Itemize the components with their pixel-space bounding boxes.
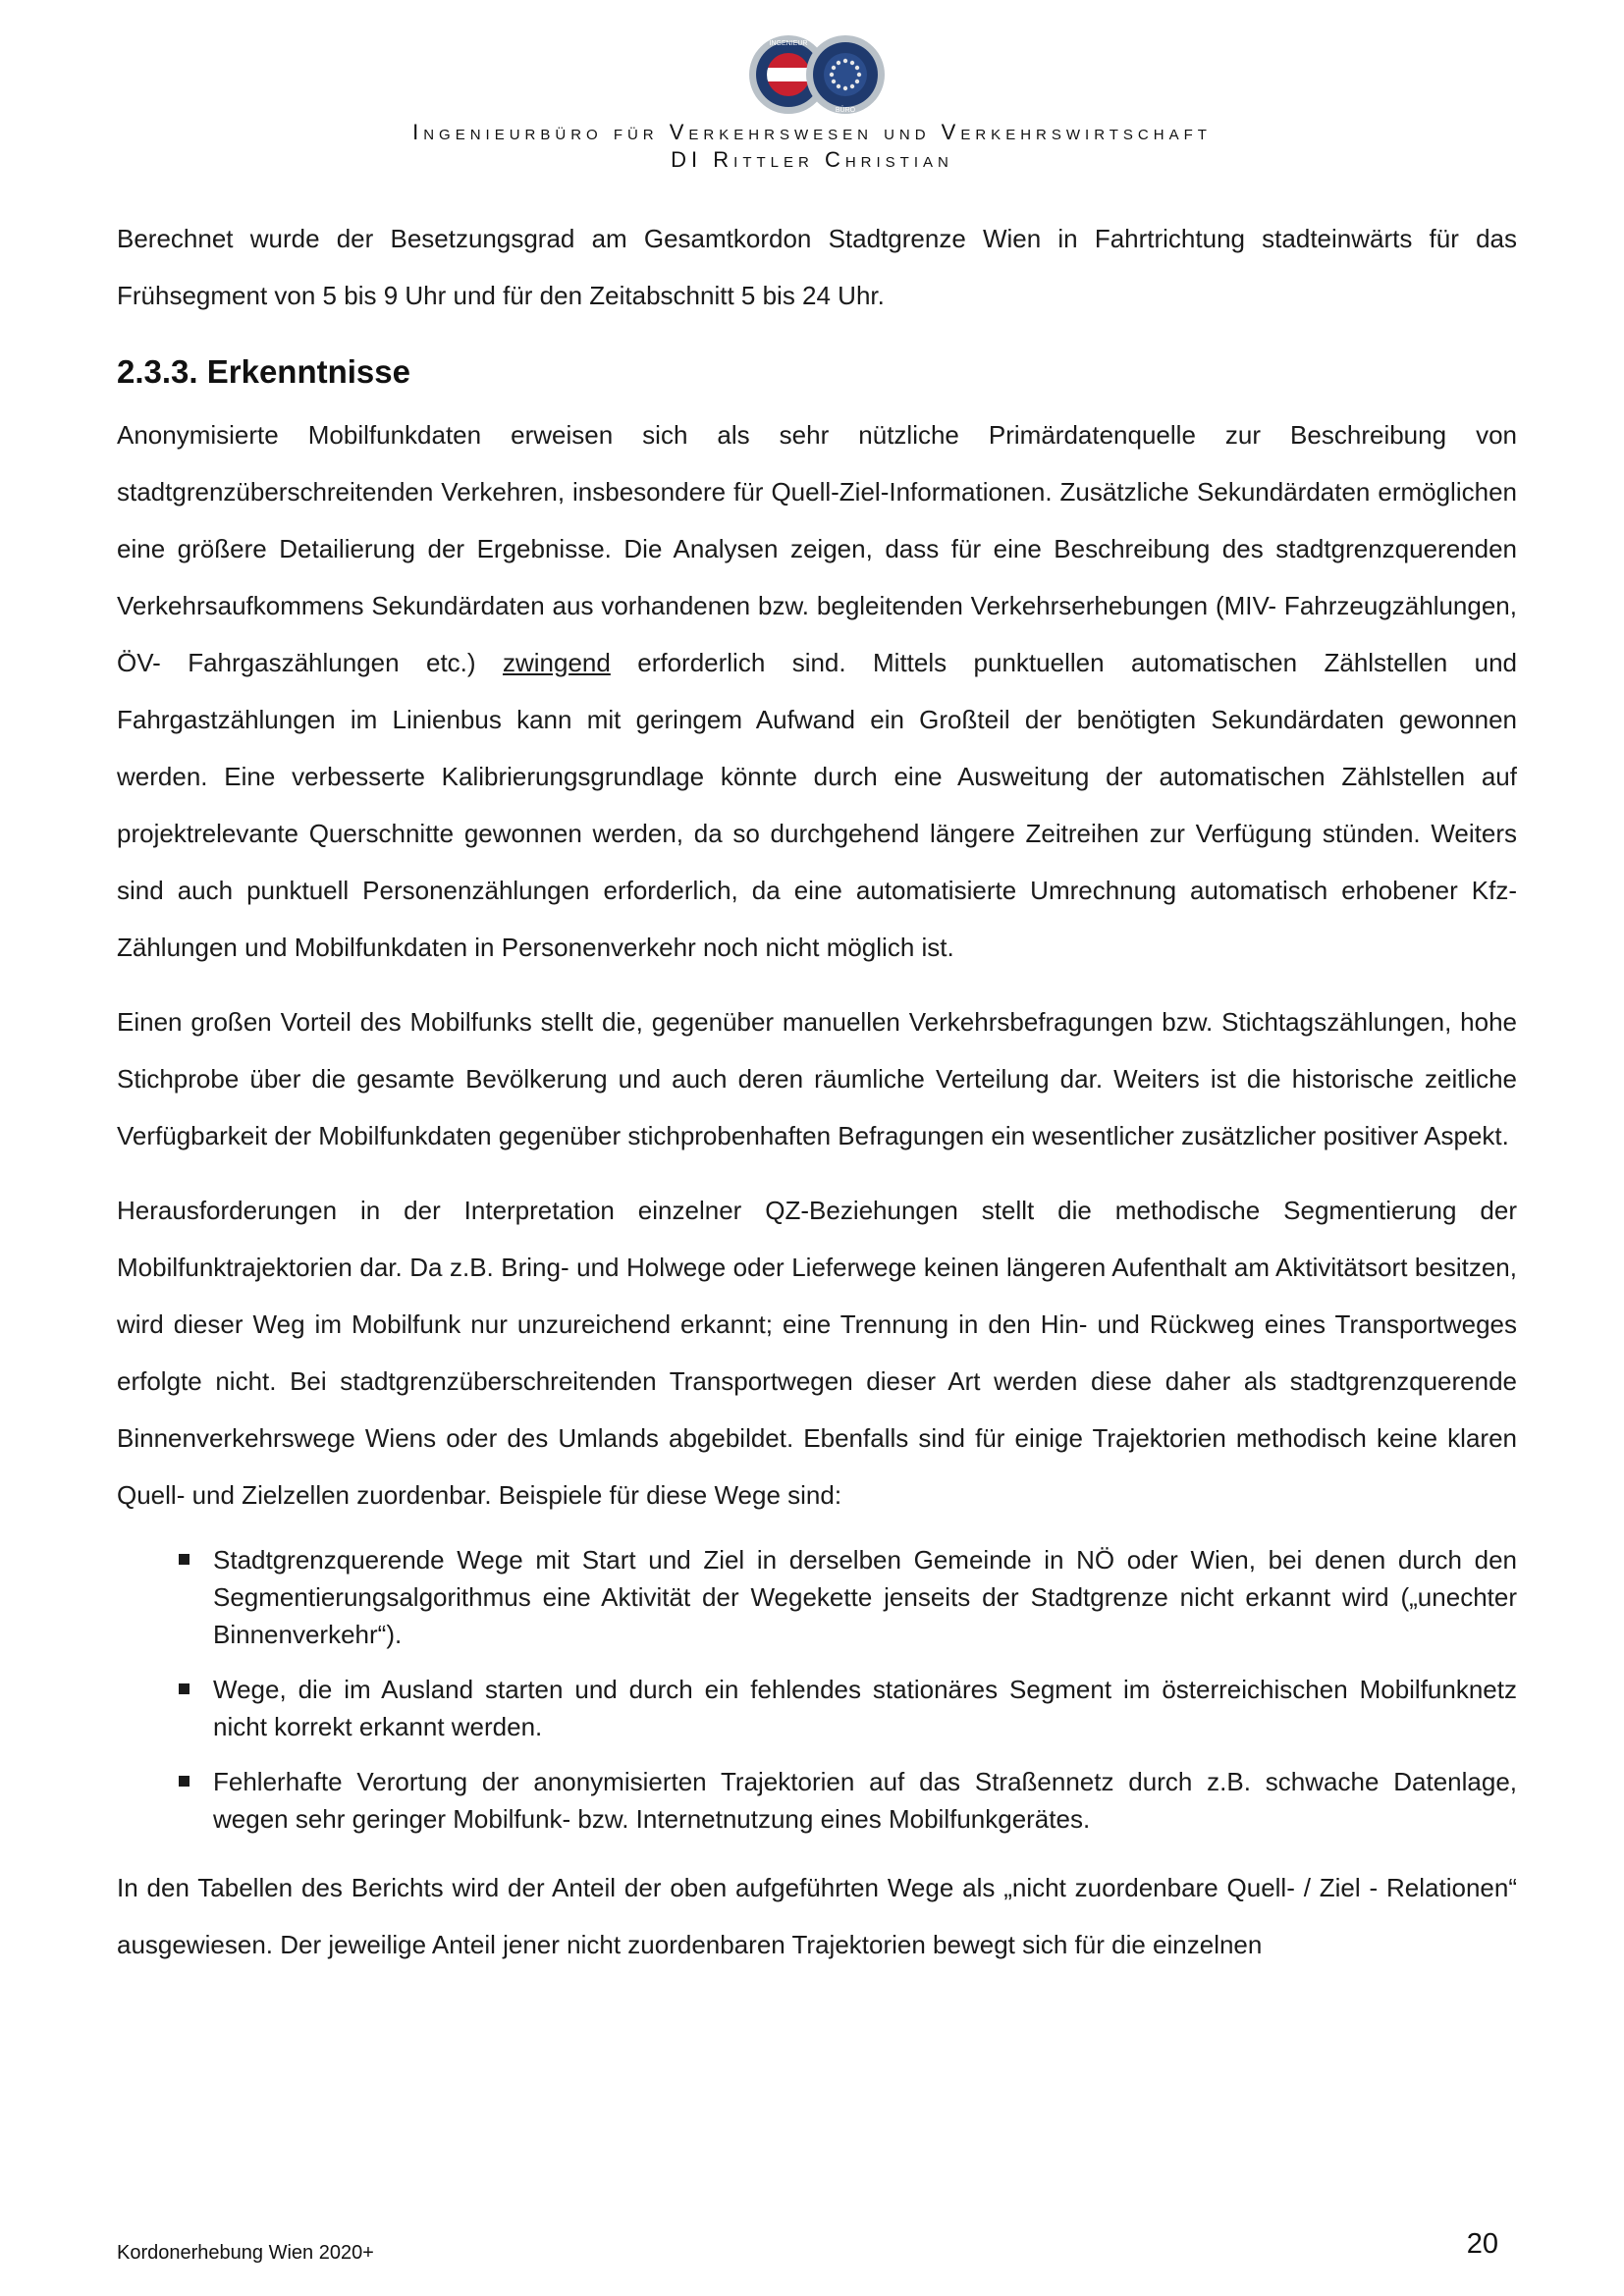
logo-text-bottom: BÜRO [835,107,856,114]
document-body [117,210,1517,1991]
paragraph-vorteil: Einen großen Vorteil des Mobilfunks stellt die, gegenüber manuellen Verkehrsbefragungen bzw. Stichtagszählungen, hohe Stichprobe über die gesamte Bevölkerung und auch deren räumliche Verteilung dar. Weiters ist die historische zeitliche Verfügbarkeit der Mobilfunkdaten gegenüber stichprobenhaften Befragungen ein wesentlicher zusätzlicher positiver Aspekt. [117,1007,1517,1150]
underlined-word: zwingend [502,648,611,677]
organization-owner: DI Rittler Christian [671,147,953,172]
paragraph-text: Anonymisierte Mobilfunkdaten erweisen sich als sehr nützliche Primärdatenquelle zur Beschreibung von stadtgrenzüberschreitenden Verkehren, insbesondere für Quell-Ziel-Informationen. Zusätzliche Sekundärdaten ermöglichen eine größere Detailierung der Ergebnisse. Die Analysen zeigen, dass für eine Beschreibung des stadtgrenzquerenden Verkehrsaufkommens Sekundärdaten aus vorhandenen bzw. begleitenden Verkehrserhebungen (MIV- Fahrzeugzählungen, ÖV- Fahrgaszählungen etc.) [117,420,1517,677]
bullet-list [117,1541,1517,1838]
paragraph-text: erforderlich sind. Mittels punktuellen automatischen Zählstellen und Fahrgastzählungen im Linienbus kann mit geringem Aufwand ein Großteil der benötigten Sekundärdaten gewonnen werden. Eine verbesserte Kalibrierungsgrundlage könnte durch eine Ausweitung der automatischen Zählstellen auf projektrelevante Querschnitte gewonnen werden, da so durchgehend längere Zeitreihen zur Verfügung stünden. Weiters sind auch punktuell Personenzählungen erforderlich, da eine automatisierte Umrechnung automatisch erhobener Kfz-Zählungen und Mobilfunkdaten in Personenverkehr noch nicht möglich ist. [117,648,1517,962]
list-item: Wege, die im Ausland starten und durch ein fehlendes stationäres Segment im österreichischen Mobilfunknetz nicht korrekt erkannt werden. [213,1671,1517,1745]
page-header [0,0,1624,187]
paragraph-tabellen: In den Tabellen des Berichts wird der Anteil der oben aufgeführten Wege als „nicht zuordenbare Quell- / Ziel - Relationen“ ausgewiesen. Der jeweilige Anteil jener nicht zuordenbaren Trajektorien bewegt sich für die einzelnen [117,1873,1517,1959]
list-item: Stadtgrenzquerende Wege mit Start und Ziel in derselben Gemeinde in NÖ oder Wien, bei denen durch den Segmentierungsalgorithmus eine Aktivität der Wegekette jenseits der Stadtgrenze nicht erkannt wird („unechter Binnenverkehr“). [213,1541,1517,1653]
paragraph-herausforderungen: Herausforderungen in der Interpretation einzelner QZ-Beziehungen stellt die methodische Segmentierung der Mobilfunktrajektorien dar. Da z.B. Bring- und Holwege oder Lieferwege keinen längeren Aufenthalt am Aktivitätsort besitzen, wird dieser Weg im Mobilfunk nur unzureichend erkannt; eine Trennung in den Hin- und Rückweg eines Transportweges erfolgte nicht. Bei stadtgrenzüberschreitenden Transportwegen dieser Art werden diese daher als stadtgrenzquerende Binnenverkehrswege Wiens oder des Umlands abgebildet. Ebenfalls sind für einige Trajektorien methodisch keine klaren Quell- und Zielzellen zuordenbar. Beispiele für diese Wege sind: [117,1196,1517,1510]
organization-name: Ingenieurbüro für Verkehrswesen und Verkehrswirtschaft [412,120,1212,144]
footer-document-title: Kordonerhebung Wien 2020+ [117,2242,374,2264]
list-item: Fehlerhafte Verortung der anonymisierten Trajektorien auf das Straßennetz durch z.B. schwache Datenlage, wegen sehr geringer Mobilfunk- bzw. Internetnutzung eines Mobilfunkgerätes. [213,1763,1517,1838]
page-number: 20 [1466,2228,1498,2260]
paragraph-mobilfunkdaten [117,406,1517,976]
ingenieurbuero-logo [741,29,893,118]
logo-text-top: INGENIEUR [769,40,808,47]
intro-paragraph: Berechnet wurde der Besetzungsgrad am Gesamtkordon Stadtgrenze Wien in Fahrtrichtung stadteinwärts für das Frühsegment von 5 bis 9 Uhr und für den Zeitabschnitt 5 bis 24 Uhr. [117,224,1517,310]
section-heading: 2.3.3. Erkenntnisse [117,353,410,390]
